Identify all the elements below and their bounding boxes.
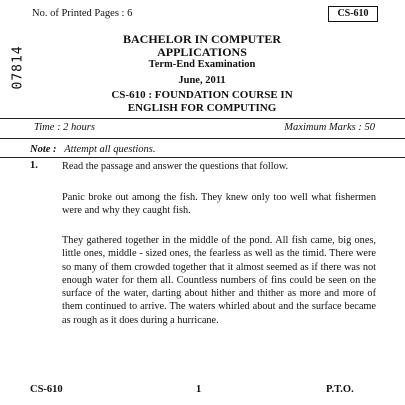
- footer-page-number: 1: [196, 384, 202, 395]
- footer-pto: P.T.O.: [326, 384, 354, 395]
- programme-title-line1: BACHELOR IN COMPUTER: [122, 32, 281, 46]
- note-label: Note :: [30, 144, 57, 155]
- passage-paragraph-2: They gathered together in the middle of the pond. All fish came, big ones, little ones, middle - sized ones, the fearless as well as the timid. There were so many of them crowded together that it almost seemed as if there was not enough water for them all. Countless numbers of fins could be seen on the surface of the water, darting about hither and thither as more and more of them continued to arrive. The waters whirled about and the surface became as rough as it does during a hurricane.: [62, 235, 376, 326]
- serial-number: 07814: [10, 45, 26, 90]
- course-title-line1: CS-610 : FOUNDATION COURSE IN: [111, 89, 293, 101]
- note-text: Attempt all questions.: [64, 144, 156, 155]
- exam-date: June, 2011: [178, 75, 226, 86]
- course-title-line2: ENGLISH FOR COMPUTING: [127, 102, 277, 114]
- divider-middle: [0, 138, 405, 139]
- exam-time: Time : 2 hours: [34, 122, 95, 133]
- passage-paragraph-1: Panic broke out among the fish. They knew only too well what fishermen were and why they caught fish.: [62, 192, 376, 217]
- exam-name: Term-End Examination: [148, 59, 256, 70]
- divider-note: [0, 157, 405, 158]
- note-line: [30, 144, 156, 155]
- question-number: 1.: [30, 160, 38, 171]
- divider-top: [0, 118, 405, 119]
- programme-title-line2: APPLICATIONS: [157, 45, 247, 59]
- programme-title: [40, 33, 364, 59]
- question-instruction: Read the passage and answer the questions that follow.: [62, 161, 289, 172]
- max-marks: Maximum Marks : 50: [284, 122, 375, 133]
- printed-pages-count: No. of Printed Pages : 6: [32, 8, 133, 19]
- course-code-box: CS-610: [328, 6, 378, 22]
- course-title: [40, 89, 364, 115]
- footer-course-code: CS-610: [30, 384, 63, 395]
